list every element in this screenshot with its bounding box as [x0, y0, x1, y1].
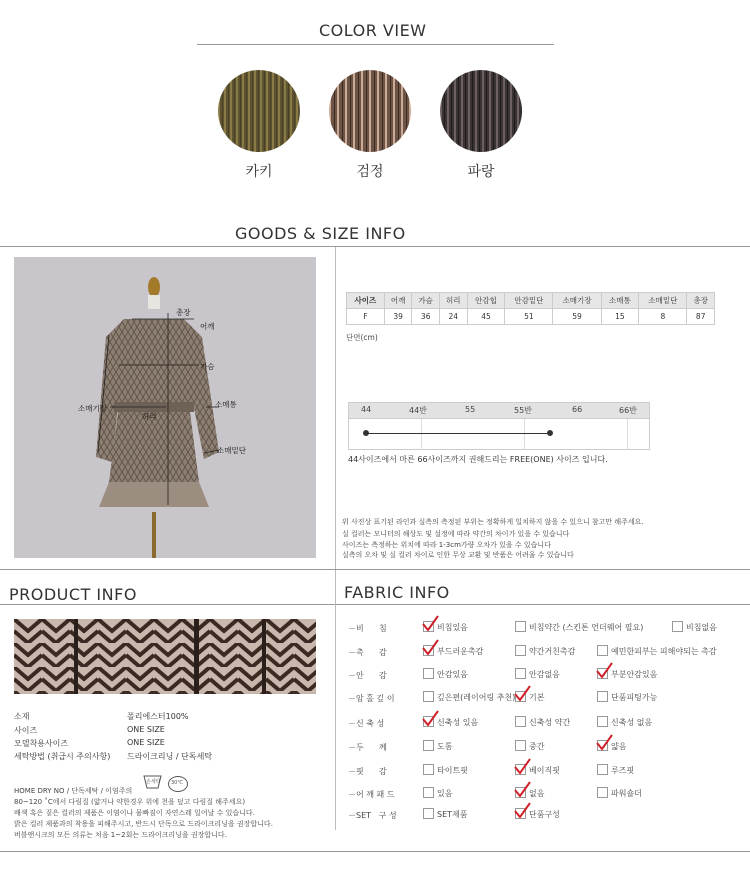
scale-range-end-dot — [547, 430, 553, 436]
size-cell: 45 — [467, 309, 505, 325]
size-table — [346, 292, 715, 325]
disclaimer-line: 실 컬러는 모니터의 해상도 및 설정에 따라 약간의 차이가 있을 수 있습니다 — [342, 530, 570, 538]
swatch-label-khaki: 카키 — [245, 164, 273, 180]
hand-wash-icon — [143, 772, 162, 789]
checkbox[interactable] — [423, 787, 434, 798]
product-info-divider — [0, 604, 336, 605]
fabric-row — [348, 714, 748, 734]
checkbox[interactable] — [597, 716, 608, 727]
product-info-value: ONE SIZE — [127, 738, 165, 747]
product-info-key: 세탁방법 (취급시 주의사항) — [14, 752, 111, 761]
product-photo — [14, 257, 316, 558]
checkbox[interactable] — [672, 621, 683, 632]
fabric-option-label: 중간 — [529, 742, 545, 751]
label-waist: 허리 — [142, 412, 157, 421]
fabric-option-label: 깊은편(레이어링 추천) — [437, 693, 516, 702]
swatch-khaki[interactable] — [218, 70, 300, 152]
size-header-cell: 사이즈 — [347, 293, 385, 309]
scale-label: 55 — [465, 405, 476, 414]
fabric-option-label: 단품피팅가능 — [611, 693, 658, 702]
bottom-divider — [0, 851, 750, 852]
blue-fabric-icon — [440, 70, 522, 152]
product-info-title: PRODUCT INFO — [9, 585, 137, 604]
label-chest: 가슴 — [200, 362, 215, 371]
color-view-title: COLOR VIEW — [319, 21, 427, 40]
size-header-cell: 가슴 — [412, 293, 440, 309]
scale-range-start-dot — [363, 430, 369, 436]
checkbox[interactable] — [597, 787, 608, 798]
checkbox[interactable] — [597, 645, 608, 656]
scale-label: 44 — [361, 405, 372, 414]
color-view-divider — [197, 44, 554, 45]
checkbox[interactable] — [515, 645, 526, 656]
fabric-row — [348, 689, 748, 709]
section-divider — [0, 569, 750, 570]
checkbox[interactable] — [423, 740, 434, 751]
size-scale-header — [349, 403, 649, 418]
fabric-option-label: 신축성 없음 — [611, 718, 653, 727]
fabric-option-label: 단품구성 — [529, 810, 560, 819]
checkbox[interactable] — [597, 764, 608, 775]
fabric-option-label: 예민한피부는 피해야되는 촉감 — [611, 647, 717, 656]
fabric-row-label: －핏 감 — [348, 767, 387, 776]
scale-tick — [421, 419, 422, 450]
fabric-option-label: 도톰 — [437, 742, 453, 751]
size-cell: F — [347, 309, 385, 325]
checkbox[interactable] — [515, 716, 526, 727]
scale-label: 44반 — [409, 406, 427, 415]
fabric-row — [348, 762, 748, 782]
fabric-option-label: 비침있음 — [437, 623, 468, 632]
fabric-option-label: 부드러운촉감 — [437, 647, 484, 656]
product-info-value: ONE SIZE — [127, 725, 165, 734]
checkbox[interactable] — [515, 621, 526, 632]
care-line: 배색 혹은 짙은 컬러의 제품은 이염이나 물빠짐이 자연스레 일어날 수 있습니다. — [14, 809, 255, 817]
fabric-option-label: 안감있음 — [437, 670, 468, 679]
checkbox[interactable] — [423, 668, 434, 679]
scale-tick — [627, 419, 628, 450]
goods-size-title: GOODS & SIZE INFO — [235, 224, 406, 243]
scale-tick — [524, 419, 525, 450]
size-cell: 59 — [553, 309, 601, 325]
fabric-row-label: －안 감 — [348, 671, 387, 680]
temperature-label: 30℃ — [171, 780, 183, 786]
size-header-cell: 소매기장 — [553, 293, 601, 309]
checkbox[interactable] — [515, 740, 526, 751]
scale-range-line — [366, 433, 550, 434]
checkbox[interactable] — [515, 668, 526, 679]
goods-divider — [0, 246, 750, 247]
checkbox[interactable] — [597, 691, 608, 702]
goods-vertical-divider — [335, 247, 336, 569]
checkbox[interactable] — [423, 691, 434, 702]
fabric-info-title: FABRIC INFO — [344, 583, 450, 602]
size-cell: 15 — [601, 309, 639, 325]
scale-label: 55반 — [514, 406, 532, 415]
fabric-option-label: 안감없음 — [529, 670, 560, 679]
fabric-option-label: 신축성 약간 — [529, 718, 571, 727]
fabric-row — [348, 785, 748, 805]
temperature-icon — [168, 776, 188, 792]
label-shoulder: 어깨 — [200, 322, 215, 331]
size-scale-bottom-line — [349, 418, 649, 419]
care-line: 버블앤시크의 모든 의류는 처음 1~2회는 드라이크리닝을 권장합니다. — [14, 831, 227, 839]
size-header-cell: 어깨 — [384, 293, 412, 309]
product-info-key: 모델착용사이즈 — [14, 739, 69, 748]
fabric-option-label: 부분안감있음 — [611, 670, 658, 679]
fabric-option-label: 신축성 있음 — [437, 718, 479, 727]
size-cell: 51 — [505, 309, 553, 325]
hand-wash-label: 손세탁 — [146, 779, 161, 785]
fabric-option-label: 얇음 — [611, 742, 627, 751]
size-cell: 8 — [639, 309, 687, 325]
dress-illustration — [14, 257, 316, 558]
unit-label: 단면(cm) — [346, 333, 378, 342]
fabric-option-label: 루즈핏 — [611, 766, 635, 775]
size-cell: 87 — [687, 309, 715, 325]
fabric-row-label: －SET 구 성 — [348, 811, 397, 820]
size-header-cell: 안감밑단 — [505, 293, 553, 309]
size-cell: 24 — [439, 309, 467, 325]
fabric-option-label: 기본 — [529, 693, 545, 702]
fabric-info-divider — [336, 604, 750, 605]
fabric-option-label: 비침약간 (스킨톤 언더웨어 필요) — [529, 623, 644, 632]
size-scale — [348, 402, 650, 450]
swatch-black[interactable] — [329, 70, 411, 152]
label-sleeve-width: 소매통 — [215, 400, 237, 409]
fabric-option-label: SET제품 — [437, 810, 468, 819]
size-cell: 36 — [412, 309, 440, 325]
swatch-label-black: 검정 — [356, 164, 384, 180]
label-sleeve-length: 소매기장 — [78, 404, 107, 413]
care-line: HOME DRY NO / 단독세탁 / 이염주의 — [14, 787, 133, 795]
disclaimer-line: 위 사진상 표기된 라인과 실측의 측정된 부위는 정확하게 일치하지 않을 수 있으니 참고만 해주세요. — [342, 518, 644, 526]
label-total-length: 총장 — [176, 308, 191, 317]
size-table-header-row — [347, 293, 715, 309]
fabric-row — [348, 806, 748, 826]
size-header-cell: 총장 — [687, 293, 715, 309]
disclaimer-line: 사이즈는 측정하는 위치에 따라 1-3cm가량 오차가 있을 수 있습니다 — [342, 541, 551, 549]
product-vertical-divider — [335, 570, 336, 830]
disclaimer-line: 실측의 오차 및 실 컬러 차이로 인한 무상 교환 및 반품은 어려울 수 있습니다 — [342, 551, 574, 559]
fabric-row — [348, 738, 748, 758]
care-line: 밝은 컬러 제품과의 착용을 피해주시고, 반드시 단독으로 드라이크리닝을 권장합니다. — [14, 820, 273, 828]
checkbox[interactable] — [423, 764, 434, 775]
size-header-cell: 안감힙 — [467, 293, 505, 309]
fabric-option-label: 파워숄더 — [611, 789, 642, 798]
label-cuff: 소매밑단 — [217, 446, 246, 455]
size-cell: 39 — [384, 309, 412, 325]
checkbox[interactable] — [423, 808, 434, 819]
swatch-blue[interactable] — [440, 70, 522, 152]
swatch-label-blue: 파랑 — [467, 164, 495, 180]
fabric-row — [348, 666, 748, 686]
product-info-value: 드라이크리닝 / 단독세탁 — [127, 752, 213, 761]
fabric-option-label: 있음 — [437, 789, 453, 798]
product-info-value: 폴리에스터100% — [127, 712, 189, 721]
product-info-key: 소재 — [14, 712, 30, 721]
size-header-cell: 소매통 — [601, 293, 639, 309]
scale-label: 66 — [572, 405, 583, 414]
size-scale-note: 44사이즈에서 마른 66사이즈까지 권해드리는 FREE(ONE) 사이즈 입니다. — [348, 455, 608, 464]
care-line: 80~120 ˚C에서 다림질 (얇거나 약한경우 위에 천을 덮고 다림질 해주세요) — [14, 798, 246, 806]
fabric-row-label: －신 축 성 — [348, 719, 385, 728]
fabric-pattern-illustration — [14, 619, 316, 694]
product-info-key: 사이즈 — [14, 726, 38, 735]
scale-label: 66반 — [619, 406, 637, 415]
fabric-option-label: 비침없음 — [686, 623, 717, 632]
fabric-row-label: －두 께 — [348, 743, 387, 752]
fabric-option-label: 없음 — [529, 789, 545, 798]
fabric-row — [348, 619, 748, 639]
fabric-option-label: 타이트핏 — [437, 766, 468, 775]
fabric-row-label: －촉 감 — [348, 648, 387, 657]
size-header-cell: 허리 — [439, 293, 467, 309]
size-table-row — [347, 309, 715, 325]
fabric-row-label: －어 깨 패 드 — [348, 790, 395, 799]
fabric-row-label: －비 침 — [348, 624, 387, 633]
fabric-row-label: －암 홀 깊 이 — [348, 694, 395, 703]
size-header-cell: 소매밑단 — [639, 293, 687, 309]
fabric-option-label: 약간거친촉감 — [529, 647, 576, 656]
black-fabric-icon — [329, 70, 411, 152]
fabric-closeup-photo — [14, 619, 316, 694]
fabric-row — [348, 643, 748, 663]
khaki-fabric-icon — [218, 70, 300, 152]
fabric-option-label: 베이직핏 — [529, 766, 560, 775]
